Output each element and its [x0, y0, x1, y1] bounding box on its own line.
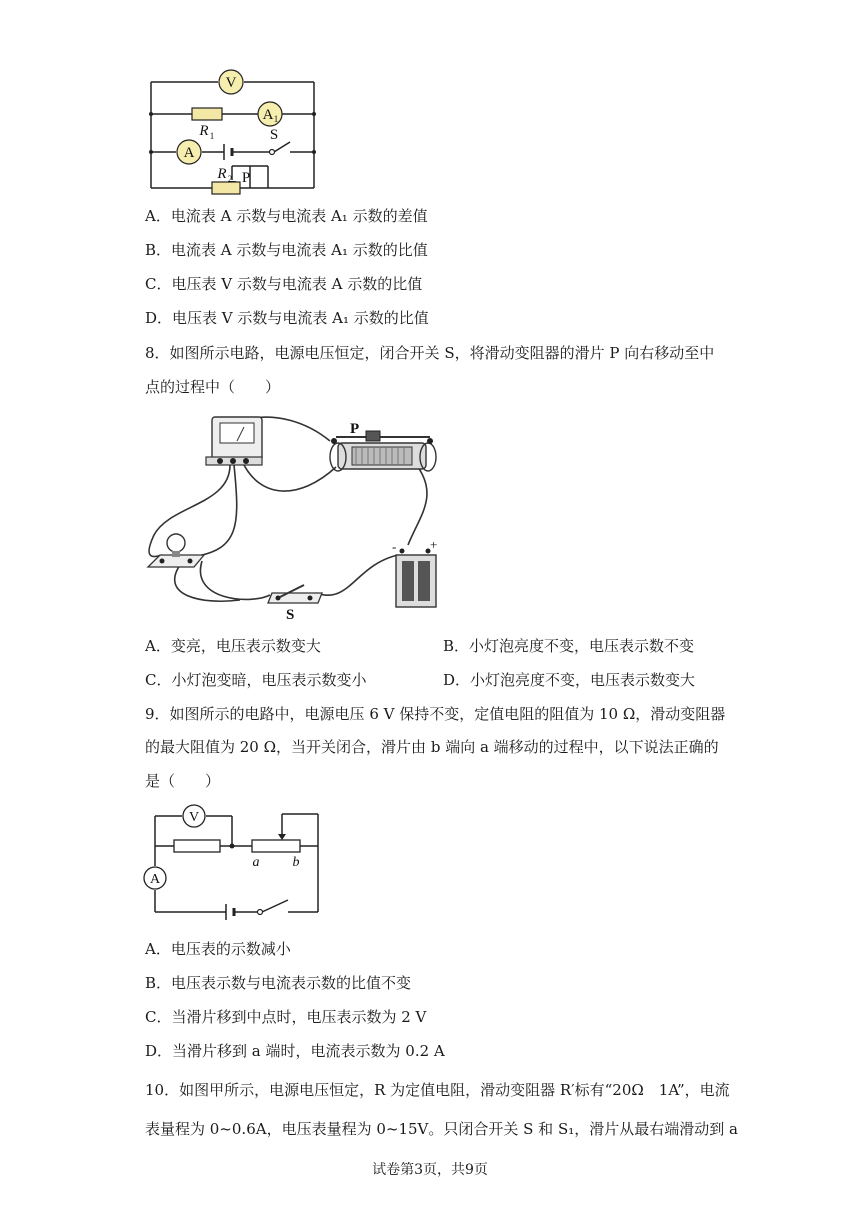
q7-label-a: A: [183, 145, 195, 161]
q9-label-b-end: b: [292, 855, 300, 870]
q9-switch: [258, 910, 263, 915]
q7-label-r1: R: [199, 123, 209, 139]
q9-rheostat: [252, 840, 300, 852]
q7-resistor-r1: [192, 108, 222, 120]
q9-option-d: D．当滑片移到 a 端时，电流表示数为 0.2 A: [145, 1042, 445, 1060]
q7-rheostat-r2: [212, 182, 240, 194]
q9-stem-line3: 是（ ）: [145, 772, 221, 790]
q9-option-a: A．电压表的示数减小: [145, 940, 291, 958]
q9-circuit-diagram: [140, 802, 320, 922]
q7-label-a1-sub: 1: [273, 114, 279, 124]
q8-option-a: A．变亮，电压表示数变大: [145, 637, 321, 655]
q9-option-c: C．当滑片移到中点时，电压表示数为 2 V: [145, 1008, 427, 1026]
q8-stem-line1: 8．如图所示电路，电源电压恒定，闭合开关 S，将滑动变阻器的滑片 P 向右移动至中: [145, 344, 715, 362]
q7-label-s: S: [269, 127, 279, 143]
q7-label-r1-sub: 1: [209, 131, 215, 141]
q8-label-p: P: [350, 421, 360, 437]
q7-option-d: D．电压表 V 示数与电流表 A₁ 示数的比值: [145, 309, 429, 327]
q9-stem-line1: 9．如图所示的电路中，电源电压 6 V 保持不变，定值电阻的阻值为 10 Ω，滑动变阻器: [145, 705, 726, 723]
q9-fixed-resistor: [174, 840, 220, 852]
q7-label-p: P: [241, 170, 251, 186]
q7-label-r2: R: [217, 166, 227, 182]
page-footer: 试卷第3页，共9页: [372, 1162, 488, 1178]
q8-label-s: S: [286, 607, 295, 623]
q8-switch: [268, 585, 322, 603]
q8-physical-circuit: [140, 405, 450, 623]
q9-label-a: A: [149, 872, 161, 887]
q8-option-c: C．小灯泡变暗，电压表示数变小: [145, 671, 367, 689]
q8-option-d: D．小灯泡亮度不变，电压表示数变大: [443, 671, 696, 689]
q7-option-c: C．电压表 V 示数与电流表 A 示数的比值: [145, 275, 423, 293]
q7-option-b: B．电流表 A 示数与电流表 A₁ 示数的比值: [145, 241, 428, 259]
q8-label-plus: +: [430, 537, 438, 552]
q8-bulb: [148, 534, 204, 567]
q7-circuit-diagram: [140, 60, 320, 210]
q8-battery: [396, 549, 436, 608]
q8-stem-line2: 点的过程中（ ）: [145, 378, 281, 396]
q8-option-b: B．小灯泡亮度不变，电压表示数不变: [443, 637, 695, 655]
q9-label-v: V: [188, 810, 200, 825]
q8-rheostat: [330, 431, 436, 471]
q7-switch-s: [270, 150, 275, 155]
q10-stem-line1: 10．如图甲所示，电源电压恒定，R 为定值电阻，滑动变阻器 R′标有“20Ω 1A”，电流: [145, 1081, 730, 1099]
q7-label-a1: A: [262, 107, 274, 123]
q7-label-v: V: [225, 75, 237, 91]
q7-option-a: A．电流表 A 示数与电流表 A₁ 示数的差值: [145, 207, 428, 225]
q8-voltmeter: [206, 417, 262, 465]
q9-option-b: B．电压表示数与电流表示数的比值不变: [145, 974, 412, 992]
q10-stem-line2: 表量程为 0~0.6A，电压表量程为 0~15V。只闭合开关 S 和 S₁，滑片从最右端滑动到 a: [145, 1120, 738, 1138]
q9-stem-line2: 的最大阻值为 20 Ω，当开关闭合，滑片由 b 端向 a 端移动的过程中，以下说法正确的: [145, 738, 719, 756]
q8-label-minus: -: [392, 539, 397, 554]
q9-label-a-end: a: [252, 855, 260, 870]
q7-label-r2-sub: 2: [227, 174, 233, 184]
